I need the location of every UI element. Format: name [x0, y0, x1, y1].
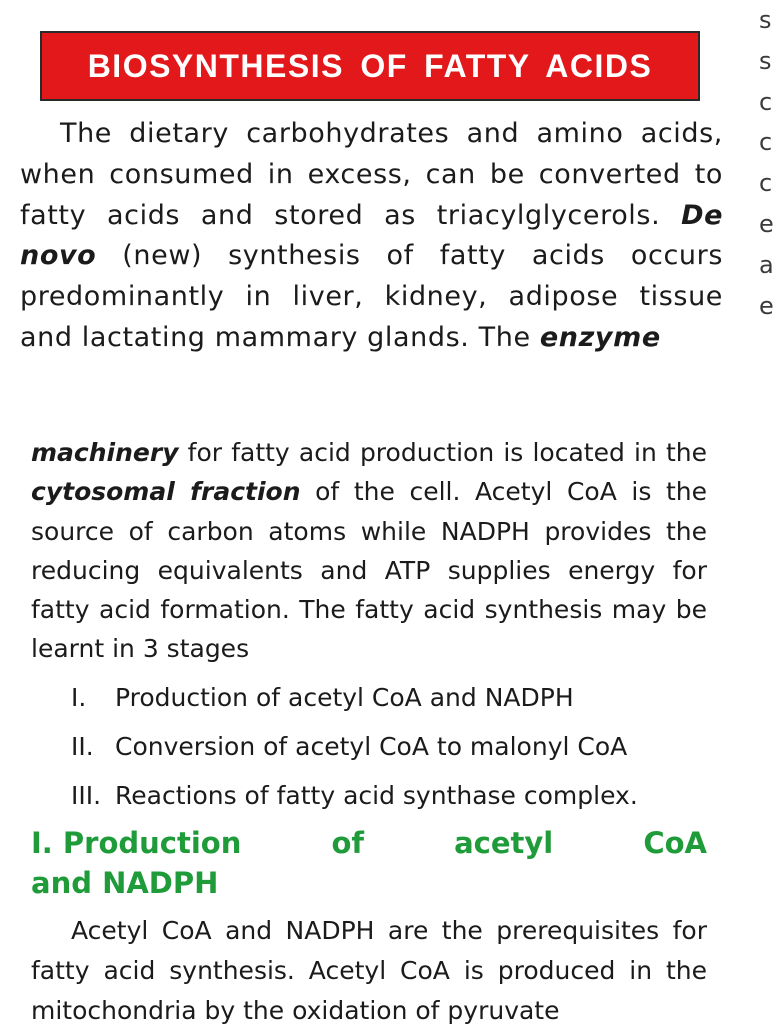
heading-word: I. Production	[31, 826, 242, 860]
section-heading	[31, 823, 707, 903]
continued-emphasis-machinery: machinery	[31, 438, 179, 467]
heading-word: of	[331, 826, 364, 860]
edge-glyph: c	[759, 87, 773, 116]
body-paragraph-text: Acetyl CoA and NADPH are the prerequisites for fatty acid synthesis. Acetyl CoA is produced in the mitochondria by the oxidation of pyruvate	[31, 916, 707, 1025]
continued-text-1: for fatty acid production is located in the	[178, 438, 707, 467]
body-paragraph	[31, 911, 707, 1031]
stage-list-item	[71, 727, 627, 767]
stage-text: Conversion of acetyl CoA to malonyl CoA	[115, 732, 628, 761]
stage-text: Reactions of fatty acid synthase complex.	[115, 781, 638, 810]
stage-number: I.	[71, 683, 87, 712]
edge-glyph: c	[759, 128, 773, 157]
heading-word: CoA	[643, 826, 707, 860]
edge-glyph: e	[759, 291, 774, 320]
stage-list-item	[71, 678, 574, 718]
intro-emphasis-de-novo: De novo	[20, 199, 723, 272]
adjacent-column-fragment	[759, 0, 774, 360]
intro-emphasis-enzyme: enzyme	[539, 321, 661, 353]
edge-glyph: s	[759, 6, 772, 34]
edge-glyph: a	[759, 250, 774, 279]
heading-word: acetyl	[454, 826, 554, 860]
stage-number: III.	[71, 781, 102, 810]
stage-list-item	[71, 776, 638, 816]
page-title: BIOSYNTHESIS OF FATTY ACIDS	[87, 47, 653, 84]
continued-paragraph	[31, 433, 707, 669]
stage-text: Production of acetyl CoA and NADPH	[115, 683, 574, 712]
intro-paragraph	[20, 114, 723, 359]
continued-text-2: of the cell. Acetyl CoA is the source of carbon atoms while NADPH provides the reducing equivalents and ATP supplies energy for fatty acid formation. The fatty acid synthesis may be learnt in 3 stages	[31, 477, 707, 664]
heading-line-2: and NADPH	[31, 866, 219, 900]
continued-emphasis-cytosomal: cytosomal fraction	[31, 477, 301, 507]
intro-text-1: The dietary carbohydrates and amino acids, when consumed in excess, can be converted to fatty acids and stored as triacylglycerols.	[20, 118, 723, 231]
intro-text-2: (new) synthesis of fatty acids occurs predominantly in liver, kidney, adipose tissue and lactating mammary glands. The	[20, 240, 723, 353]
edge-glyph: s	[759, 46, 772, 75]
stage-number: II.	[71, 732, 94, 761]
title-banner	[40, 31, 700, 101]
edge-glyph: e	[759, 209, 774, 238]
edge-glyph: c	[759, 169, 773, 198]
